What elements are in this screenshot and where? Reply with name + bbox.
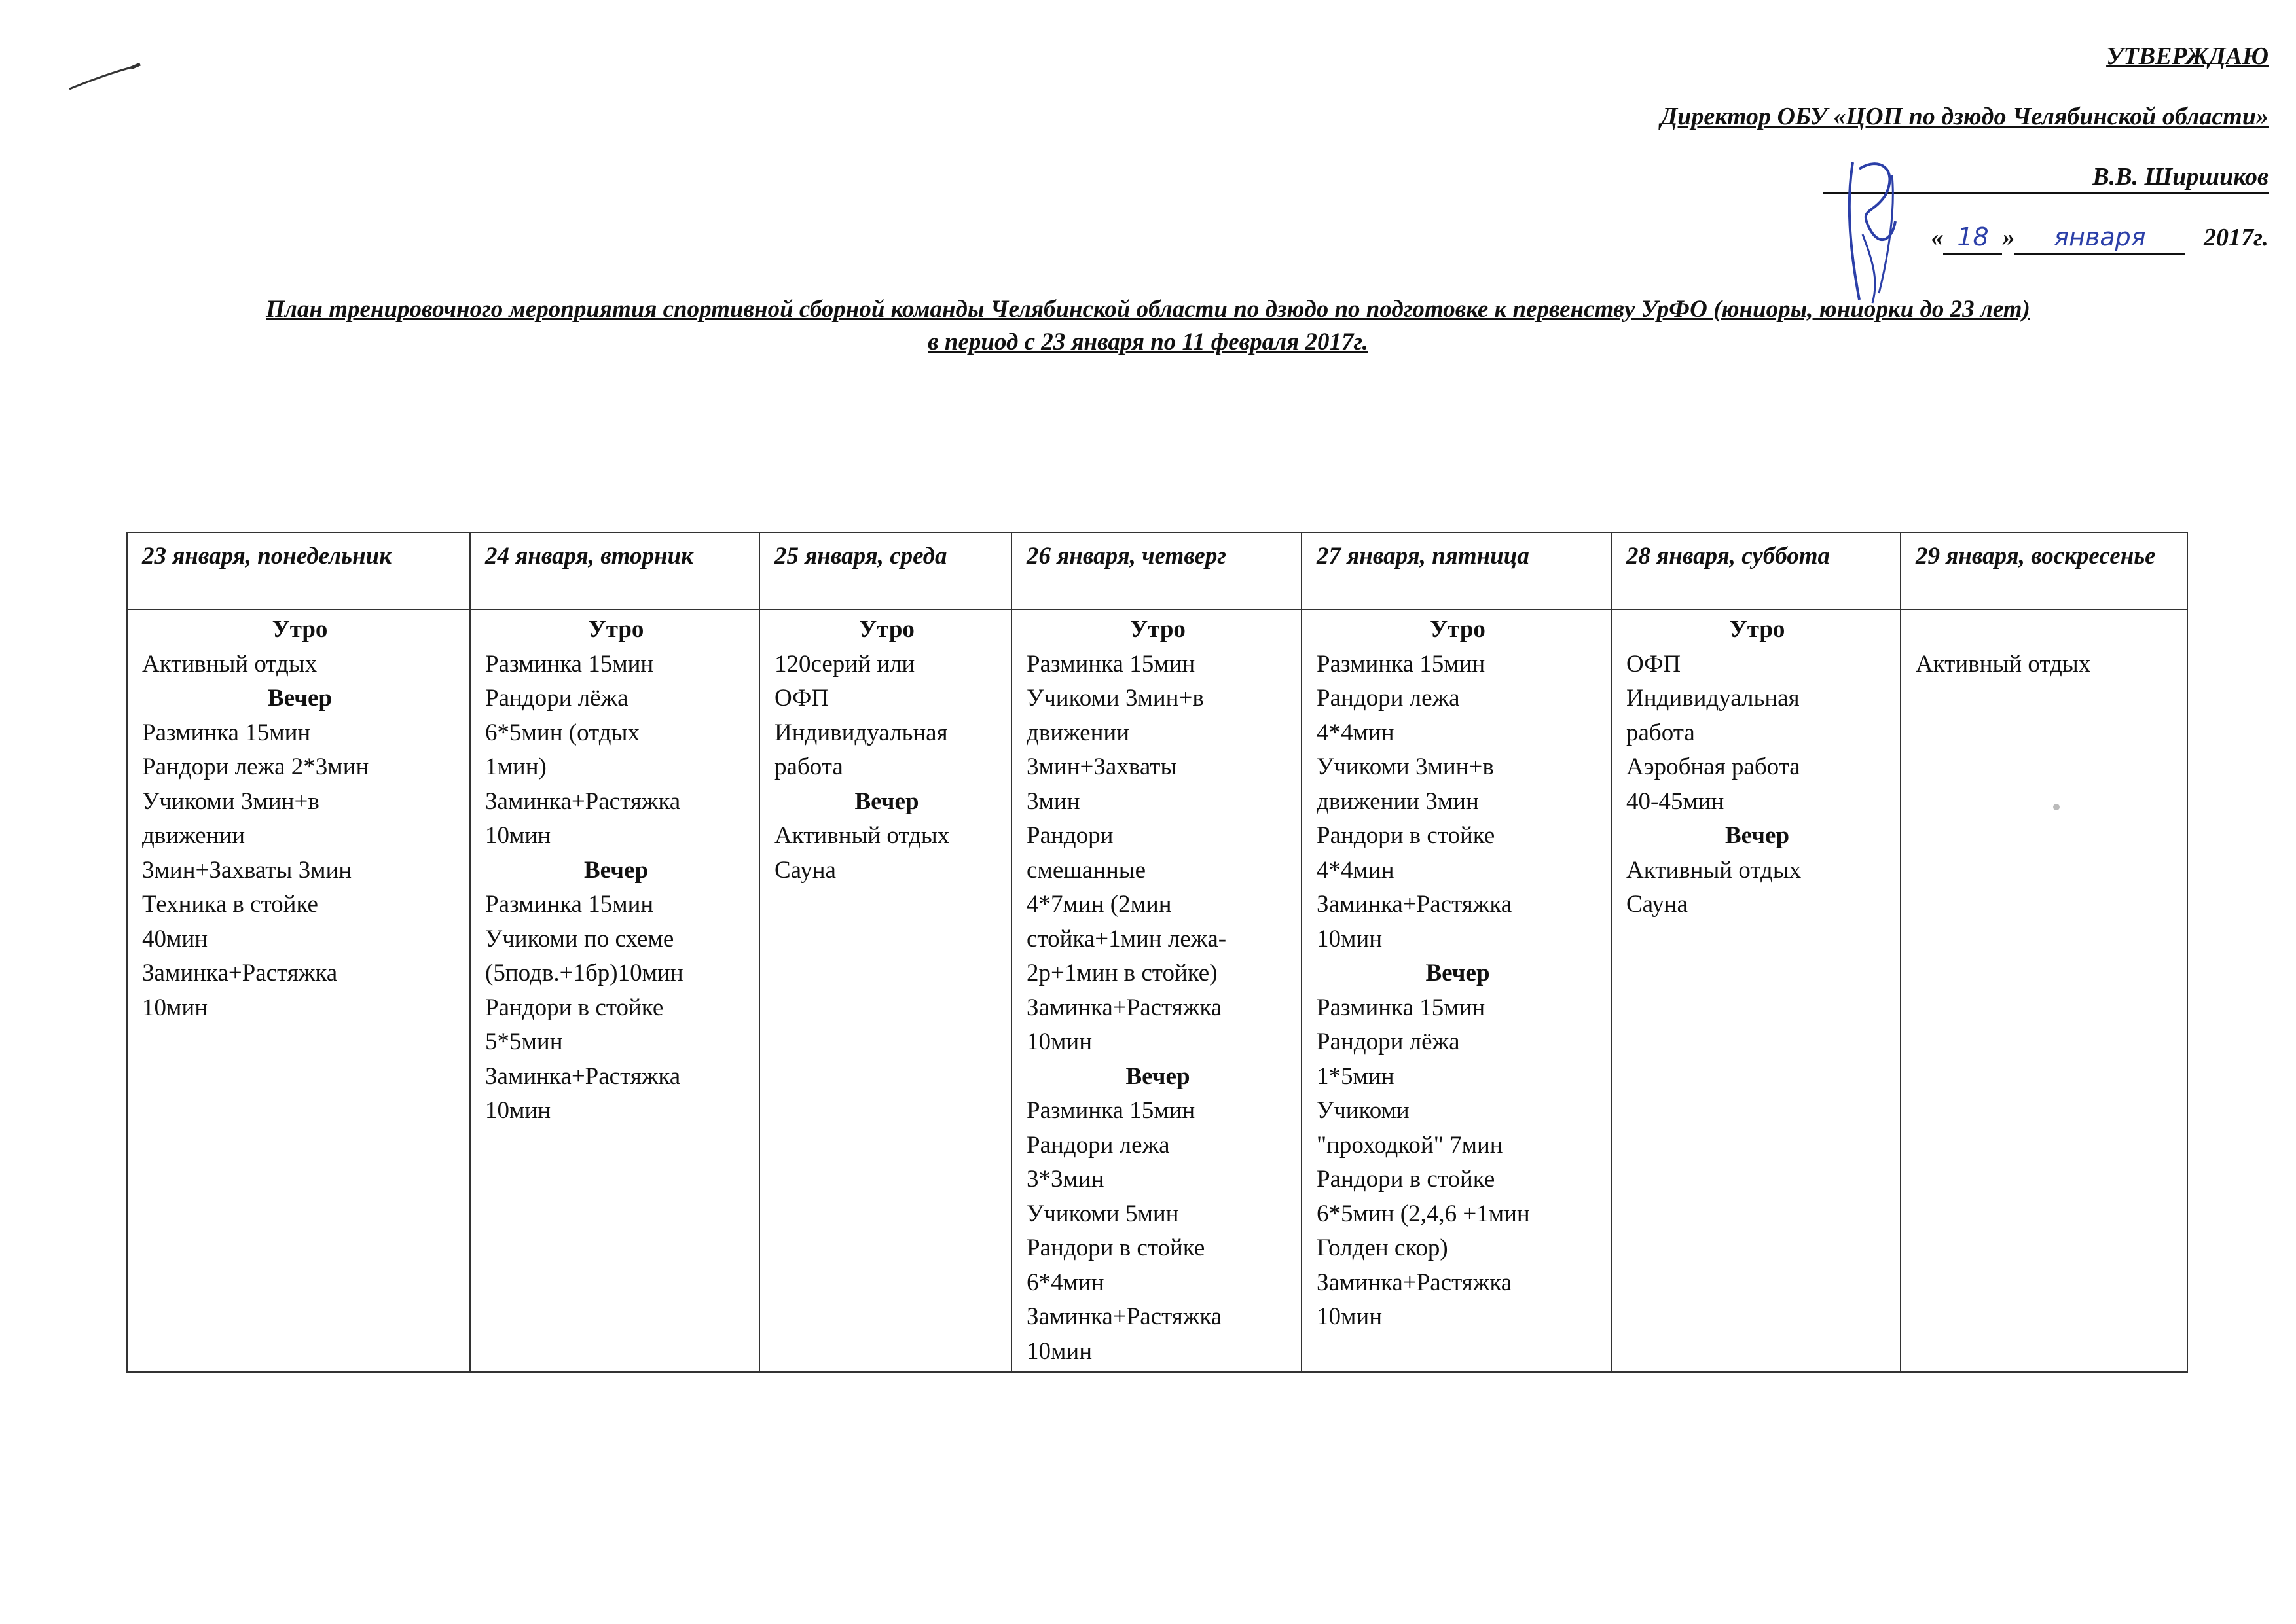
activity-line: 10мин [485, 822, 551, 849]
date-month: января [2054, 223, 2146, 251]
activity-line: "проходкой" 7мин [1317, 1131, 1503, 1159]
activity-line: 4*4мин [1317, 719, 1394, 746]
section-heading: Утро [588, 616, 644, 643]
activity-line: 40мин [142, 925, 208, 952]
activity-line: Учикоми 3мин+в [1317, 753, 1494, 780]
section-heading: Вечер [267, 685, 333, 712]
activity-line: Рандори лежа [1027, 1131, 1170, 1159]
day-header: 26 января, четверг [1011, 532, 1302, 609]
day-cell [470, 609, 759, 1372]
scan-speck [2053, 804, 2060, 810]
section-heading: Утро [1430, 616, 1485, 643]
day-header: 27 января, пятница [1302, 532, 1611, 609]
activity-line: Разминка 15мин [1317, 650, 1485, 677]
activity-line: Заминка+Растяжка [485, 787, 681, 815]
activity-line: 6*5мин (2,4,6 +1мин [1317, 1200, 1530, 1227]
document-title [26, 293, 2270, 359]
section-heading: Утро [1130, 616, 1186, 643]
activity-line: Активный отдых [1916, 650, 2091, 677]
activity-line: 5*5мин [485, 1028, 563, 1055]
date-day: 18 [1957, 223, 1989, 251]
activity-line: 10мин [1027, 1337, 1093, 1365]
activity-line: Рандори в стойке [485, 994, 664, 1021]
activity-line: Рандори в стойке [1317, 822, 1495, 849]
section-heading: Вечер [854, 787, 919, 815]
activity-line: 6*4мин [1027, 1269, 1104, 1296]
activity-line: 4*7мин (2мин [1027, 891, 1172, 918]
activity-line: движении [142, 822, 245, 849]
activity-line: 1мин) [485, 753, 547, 780]
activity-line: (5подв.+1бр)10мин [485, 960, 683, 986]
pen-mark [65, 60, 144, 99]
activity-line: Разминка 15мин [1027, 1097, 1195, 1124]
approval-position: Директор ОБУ «ЦОП по дзюдо Челябинской области» [1660, 103, 2269, 130]
activity-line: Сауна [1626, 891, 1688, 918]
activity-line: работа [1626, 719, 1695, 746]
activity-line: Рандори лежа [1317, 685, 1460, 712]
day-cell [1302, 609, 1611, 1372]
approval-block [1660, 41, 2269, 281]
activity-line: Аэробная работа [1626, 753, 1800, 780]
day-cell [759, 609, 1011, 1372]
activity-line: Разминка 15мин [485, 891, 654, 918]
activity-line: Сауна [774, 856, 836, 884]
activity-line: Заминка+Растяжка [142, 960, 338, 986]
activity-line: Рандори [1027, 822, 1114, 849]
activity-line: 1*5мин [1317, 1062, 1394, 1090]
activity-line: Активный отдых [1626, 856, 1802, 884]
schedule-row [127, 609, 2187, 1372]
activity-line: Рандори лежа 2*3мин [142, 753, 369, 780]
activity-line: 40-45мин [1626, 787, 1724, 815]
activity-line: Учикоми 3мин+в [1027, 685, 1204, 712]
activity-line: Техника в стойке [142, 891, 318, 918]
activity-line: Учикоми [1317, 1097, 1410, 1124]
activity-line: Индивидуальная [1626, 685, 1800, 712]
activity-line: Индивидуальная [774, 719, 948, 746]
activity-line: стойка+1мин лежа- [1027, 925, 1227, 952]
activity-line: 10мин [1317, 925, 1383, 952]
date-year: 2017г. [2203, 224, 2269, 251]
section-heading: Вечер [1724, 822, 1790, 849]
schedule-table [126, 532, 2188, 1373]
header-row [127, 532, 2187, 609]
activity-line: Рандори лёжа [1317, 1028, 1460, 1055]
title-line-1: План тренировочного мероприятия спортивной сборной команды Челябинской области по дзюдо по подготовке к первенству УрФО (юниоры, юниорки до 23 лет) [266, 296, 2030, 323]
activity-line: 10мин [142, 994, 208, 1021]
activity-line: Рандори лёжа [485, 685, 629, 712]
activity-line: 120серий или [774, 650, 915, 677]
section-heading: Вечер [583, 856, 649, 884]
section-heading: Вечер [1425, 960, 1490, 986]
activity-line: Учикоми по схеме [485, 925, 674, 952]
activity-line: 10мин [485, 1097, 551, 1124]
activity-line: ОФП [774, 685, 829, 712]
activity-line: движении 3мин [1317, 787, 1479, 815]
activity-line: Учикоми 3мин+в [142, 787, 319, 815]
activity-line: Разминка 15мин [1317, 994, 1485, 1021]
section-heading: Утро [859, 616, 915, 643]
activity-line: Активный отдых [774, 822, 950, 849]
activity-line: Рандори в стойке [1027, 1235, 1205, 1261]
signature-image [1833, 149, 1912, 313]
activity-line: Активный отдых [142, 650, 318, 677]
activity-line: 3мин+Захваты [1027, 753, 1177, 780]
day-header: 23 января, понедельник [127, 532, 470, 609]
day-header: 25 января, среда [759, 532, 1011, 609]
activity-line: 3мин+Захваты 3мин [142, 856, 352, 884]
activity-line: Разминка 15мин [142, 719, 311, 746]
day-header: 29 января, воскресенье [1901, 532, 2187, 609]
activity-line: Заминка+Растяжка [485, 1062, 681, 1090]
activity-line: смешанные [1027, 856, 1146, 884]
section-heading: Утро [1729, 616, 1785, 643]
section-heading: Вечер [1125, 1062, 1190, 1090]
activity-line: 4*4мин [1317, 856, 1394, 884]
day-header: 28 января, суббота [1611, 532, 1901, 609]
activity-line: Разминка 15мин [1027, 650, 1195, 677]
day-cell [127, 609, 470, 1372]
activity-line: Разминка 15мин [485, 650, 654, 677]
approval-heading: УТВЕРЖДАЮ [2106, 43, 2269, 70]
activity-line: 10мин [1317, 1303, 1383, 1330]
day-cell [1011, 609, 1302, 1372]
activity-line: 2р+1мин в стойке) [1027, 960, 1218, 986]
activity-line: работа [774, 753, 843, 780]
activity-line: ОФП [1626, 650, 1681, 677]
activity-line [1916, 613, 2175, 647]
activity-line: Заминка+Растяжка [1027, 1303, 1222, 1330]
title-line-2: в период с 23 января по 11 февраля 2017г. [928, 329, 1368, 355]
day-cell [1901, 609, 2187, 1372]
signer-name: В.В. Ширшиков [1823, 161, 2269, 194]
section-heading: Утро [272, 616, 328, 643]
activity-line: Рандори в стойке [1317, 1166, 1495, 1193]
activity-line: Заминка+Растяжка [1027, 994, 1222, 1021]
activity-line: движении [1027, 719, 1129, 746]
activity-line: Заминка+Растяжка [1317, 891, 1512, 918]
activity-line: 3*3мин [1027, 1166, 1104, 1193]
activity-line: 10мин [1027, 1028, 1093, 1055]
activity-line: Голден скор) [1317, 1235, 1448, 1261]
approval-date: « 18 » января 2017г. [1660, 221, 2269, 281]
activity-line: 6*5мин (отдых [485, 719, 640, 746]
activity-line: 3мин [1027, 787, 1080, 815]
day-header: 24 января, вторник [470, 532, 759, 609]
activity-line: Заминка+Растяжка [1317, 1269, 1512, 1296]
day-cell [1611, 609, 1901, 1372]
activity-line: Учикоми 5мин [1027, 1200, 1179, 1227]
